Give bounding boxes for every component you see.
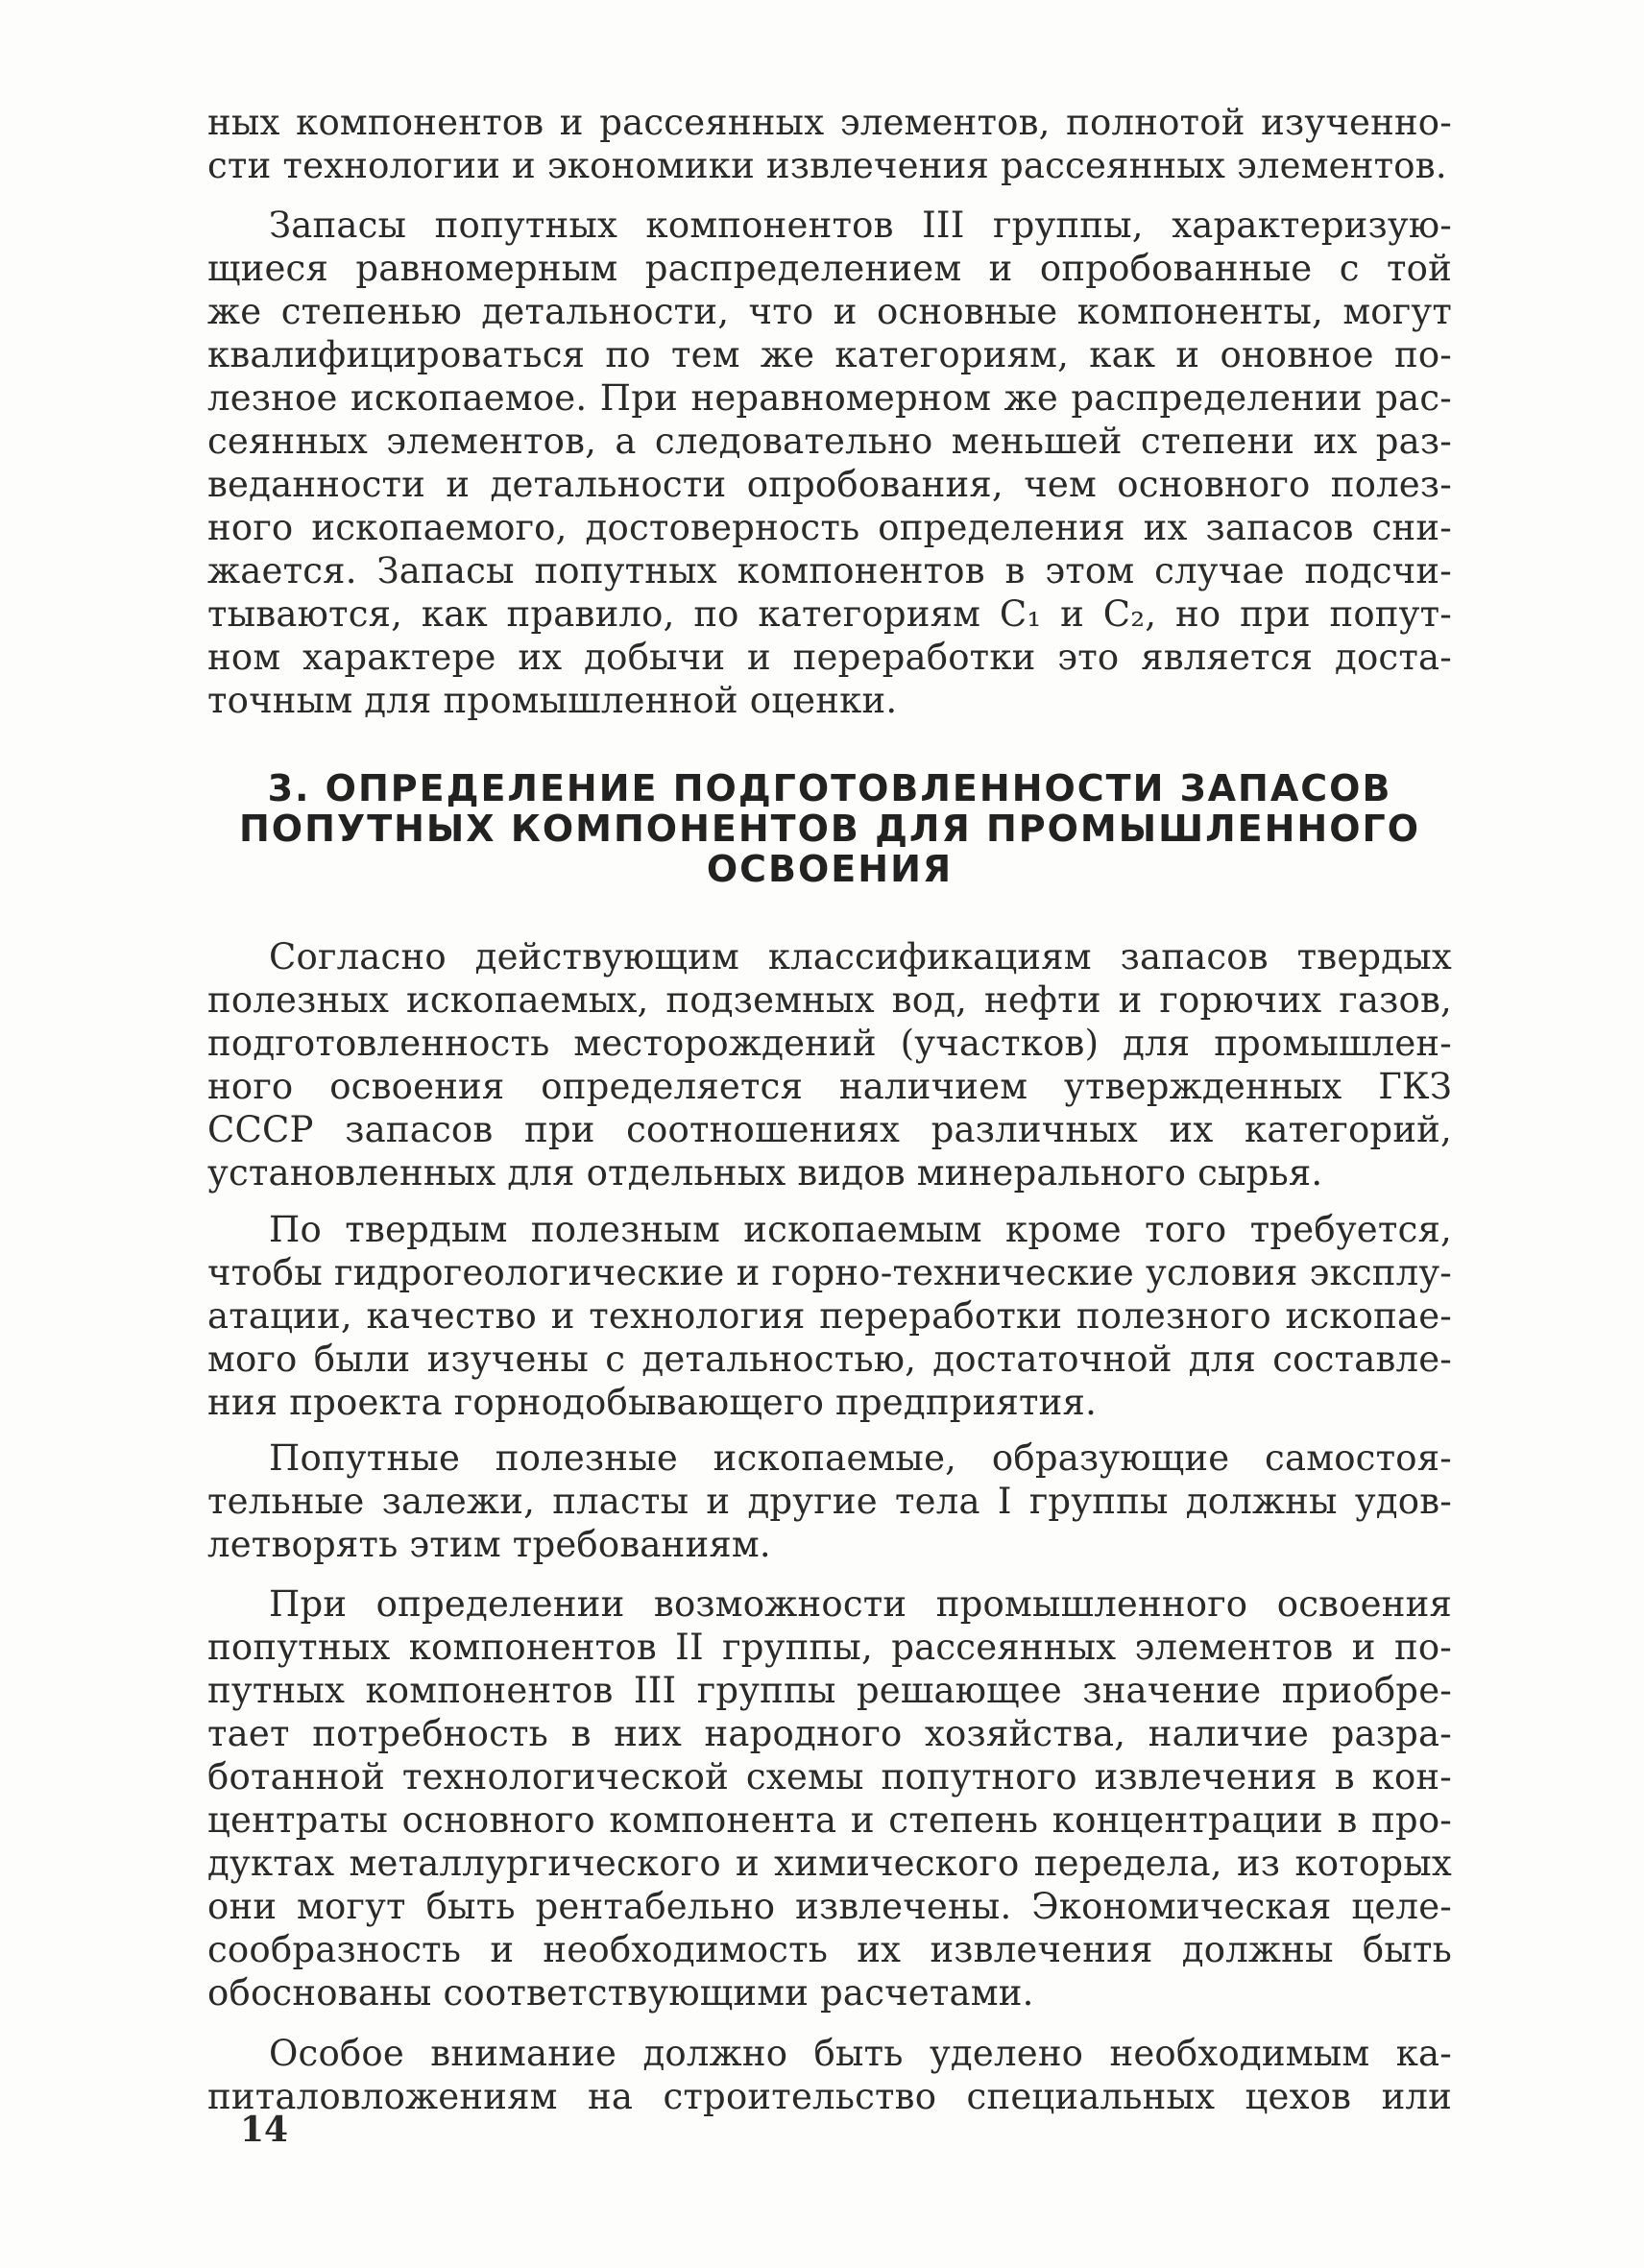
text-line: мого были изучены с детальностью, достаточной для составле- xyxy=(207,1339,1452,1380)
heading-line: 3. ОПРЕДЕЛЕНИЕ ПОДГОТОВЛЕННОСТИ ЗАПАСОВ xyxy=(267,767,1392,809)
text-line: полезных ископаемых, подземных вод, нефти и горючих газов, xyxy=(207,979,1452,1021)
page-number: 14 xyxy=(240,2110,289,2150)
text-line: щиеся равномерным распределением и опробованные с той xyxy=(207,248,1452,289)
text-line: тает потребность в них народного хозяйства, наличие разра- xyxy=(207,1713,1452,1754)
text-line: дуктах металлургического и химического передела, из которых xyxy=(207,1843,1452,1884)
text-line: ного освоения определяется наличием утвержденных ГКЗ xyxy=(207,1066,1452,1107)
text-line: сеянных элементов, а следовательно меньшей степени их раз- xyxy=(207,421,1452,462)
heading-line: ПОПУТНЫХ КОМПОНЕНТОВ ДЛЯ ПРОМЫШЛЕННОГО xyxy=(238,808,1421,850)
paragraph-reserves-group-3 xyxy=(207,204,1452,722)
section-heading xyxy=(207,768,1452,889)
text-line: путных компонентов III группы решающее значение приобре- xyxy=(207,1670,1452,1711)
paragraph-solid-minerals xyxy=(207,1208,1452,1424)
text-line: При определении возможности промышленного освоения xyxy=(269,1583,1452,1625)
paragraph-group-1 xyxy=(207,1436,1452,1566)
paragraph-capital-investment xyxy=(207,2032,1452,2118)
text-line: точным для промышленной оценки. xyxy=(207,680,898,721)
text-line: Попутные полезные ископаемые, образующие самостоя- xyxy=(269,1437,1452,1479)
text-line: По твердым полезным ископаемым кроме того требуется, xyxy=(269,1209,1452,1250)
text-line: веданности и детальности опробования, чем основного полез- xyxy=(207,464,1452,505)
text-line: ном характере их добычи и переработки это является доста- xyxy=(207,637,1452,678)
paragraph-industrial-development xyxy=(207,1582,1452,2015)
paragraph-continuation xyxy=(207,101,1452,187)
text-line: же степенью детальности, что и основные компоненты, могут xyxy=(207,291,1452,332)
text-line: тываются, как правило, по категориям C₁ и C₂, но при попут- xyxy=(207,593,1452,635)
text-line: обоснованы соответствующими расчетами. xyxy=(207,1972,1034,2014)
text-line: Запасы попутных компонентов III группы, характеризую- xyxy=(269,205,1452,246)
text-line: Особое внимание должно быть уделено необходимым ка- xyxy=(269,2033,1452,2074)
heading-line: ОСВОЕНИЯ xyxy=(706,848,954,890)
text-line: Согласно действующим классификациям запасов твердых xyxy=(269,936,1452,977)
text-line: центраты основного компонента и степень концентрации в про- xyxy=(207,1799,1452,1841)
text-line: ных компонентов и рассеянных элементов, полнотой изученно- xyxy=(207,102,1452,143)
text-line: попутных компонентов II группы, рассеянных элементов и по- xyxy=(207,1627,1452,1668)
text-line: установленных для отдельных видов минерального сырья. xyxy=(207,1152,1323,1194)
text-line: атации, качество и технология переработки полезного ископае- xyxy=(207,1295,1452,1337)
text-line: сообразность и необходимость их извлечения должны быть xyxy=(207,1929,1452,1970)
text-line: жается. Запасы попутных компонентов в этом случае подсчи- xyxy=(207,550,1452,591)
text-line: питаловложениям на строительство специальных цехов или xyxy=(207,2076,1452,2117)
text-line: ния проекта горнодобывающего предприятия. xyxy=(207,1382,1098,1423)
text-line: лезное ископаемое. При неравномерном же распределении рас- xyxy=(207,377,1452,419)
paragraph-classification xyxy=(207,935,1452,1194)
text-line: подготовленность месторождений (участков) для промышлен- xyxy=(207,1023,1452,1064)
text-line: ботанной технологической схемы попутного извлечения в кон- xyxy=(207,1756,1452,1798)
text-line: квалифицироваться по тем же категориям, как и оновное по- xyxy=(207,334,1452,375)
text-line: ного ископаемого, достоверность определения их запасов сни- xyxy=(207,507,1452,548)
text-line: тельные залежи, пласты и другие тела I группы должны удов- xyxy=(207,1481,1452,1522)
text-line: они могут быть рентабельно извлечены. Экономическая целе- xyxy=(207,1886,1452,1927)
text-line: сти технологии и экономики извлечения рассеянных элементов. xyxy=(207,145,1447,186)
text-line: чтобы гидрогеологические и горно-технические условия эксплу- xyxy=(207,1252,1452,1293)
text-line: СССР запасов при соотношениях различных их категорий, xyxy=(207,1109,1452,1150)
text-line: летворять этим требованиям. xyxy=(207,1524,771,1565)
